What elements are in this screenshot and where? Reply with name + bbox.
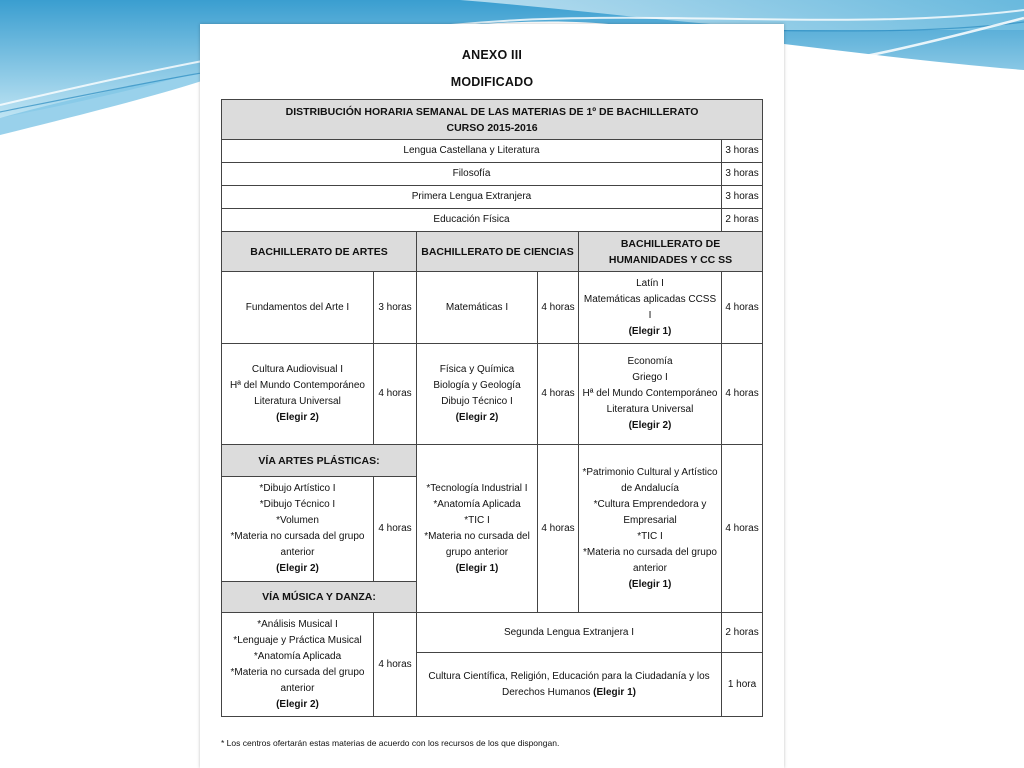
via-plasticas-hours: 4 horas <box>374 477 417 582</box>
subjects-row-2 <box>222 344 763 445</box>
common-hours: 2 horas <box>722 209 763 232</box>
subjects-row-3a <box>222 445 763 477</box>
artes-subject: Fundamentos del Arte I <box>222 272 374 344</box>
ciencias-optional-hours: 4 horas <box>538 445 579 613</box>
common-row <box>222 140 763 163</box>
subjects-row-1 <box>222 272 763 344</box>
common-subject: Lengua Castellana y Literatura <box>222 140 722 163</box>
ciencias-subject: Matemáticas I <box>417 272 538 344</box>
common-hours: 3 horas <box>722 163 763 186</box>
humanidades-hours: 4 horas <box>722 272 763 344</box>
common-subject: Filosofía <box>222 163 722 186</box>
common-subject: Educación Física <box>222 209 722 232</box>
column-artes-header: BACHILLERATO DE ARTES <box>222 232 417 272</box>
common-hours: 3 horas <box>722 140 763 163</box>
common-row <box>222 163 763 186</box>
table-title-row <box>222 100 763 140</box>
schedule-table <box>221 99 763 717</box>
humanidades-optional-hours: 4 horas <box>722 445 763 613</box>
ciencias-hours: 4 horas <box>538 272 579 344</box>
ciencias-subjects: Física y Química Biología y Geología Dibujo Técnico I (Elegir 2) <box>417 344 538 445</box>
artes-hours: 3 horas <box>374 272 417 344</box>
common-subject: Primera Lengua Extranjera <box>222 186 722 209</box>
via-plasticas-subjects: *Dibujo Artístico I *Dibujo Técnico I *Volumen *Materia no cursada del grupo anterior (Elegir 2) <box>222 477 374 582</box>
humanidades-optional-subjects: *Patrimonio Cultural y Artístico de Andalucía *Cultura Emprendedora y Empresarial *TIC I *Materia no cursada del grupo anterior (Elegir 1) <box>579 445 722 613</box>
artes-hours: 4 horas <box>374 344 417 445</box>
column-ciencias-header: BACHILLERATO DE CIENCIAS <box>417 232 579 272</box>
common-row <box>222 186 763 209</box>
via-musica-subjects: *Análisis Musical I *Lenguaje y Práctica Musical *Anatomía Aplicada *Materia no cursada del grupo anterior (Elegir 2) <box>222 613 374 717</box>
table-title: DISTRIBUCIÓN HORARIA SEMANAL DE LAS MATERIAS DE 1º DE BACHILLERATO CURSO 2015-2016 <box>222 100 763 140</box>
via-plasticas-header: VÍA ARTES PLÁSTICAS: <box>222 445 417 477</box>
annex-title: ANEXO III <box>461 48 523 62</box>
columns-header-row <box>222 232 763 272</box>
cultura-hours: 1 hora <box>722 653 763 717</box>
document-page <box>200 24 784 768</box>
second-language-hours: 2 horas <box>722 613 763 653</box>
second-language-subject: Segunda Lengua Extranjera I <box>417 613 722 653</box>
common-hours: 3 horas <box>722 186 763 209</box>
annex-subtitle: MODIFICADO <box>450 75 534 89</box>
column-humanidades-header: BACHILLERATO DE HUMANIDADES Y CC SS <box>579 232 763 272</box>
via-musica-hours: 4 horas <box>374 613 417 717</box>
via-musica-header: VÍA MÚSICA Y DANZA: <box>222 582 417 613</box>
footnote: * Los centros ofertarán estas materias de acuerdo con los recursos de los que dispongan. <box>221 738 560 748</box>
humanidades-hours: 4 horas <box>722 344 763 445</box>
subjects-row-4a <box>222 613 763 653</box>
ciencias-hours: 4 horas <box>538 344 579 445</box>
humanidades-subjects: Latín I Matemáticas aplicadas CCSS I (Elegir 1) <box>579 272 722 344</box>
ciencias-optional-subjects: *Tecnología Industrial I *Anatomía Aplicada *TIC I *Materia no cursada del grupo anterior (Elegir 1) <box>417 445 538 613</box>
cultura-subjects: Cultura Científica, Religión, Educación para la Ciudadanía y los Derechos Humanos (Elegir 1) <box>417 653 722 717</box>
humanidades-subjects: Economía Griego I Hª del Mundo Contemporáneo Literatura Universal (Elegir 2) <box>579 344 722 445</box>
artes-subjects: Cultura Audiovisual I Hª del Mundo Contemporáneo Literatura Universal (Elegir 2) <box>222 344 374 445</box>
common-row <box>222 209 763 232</box>
